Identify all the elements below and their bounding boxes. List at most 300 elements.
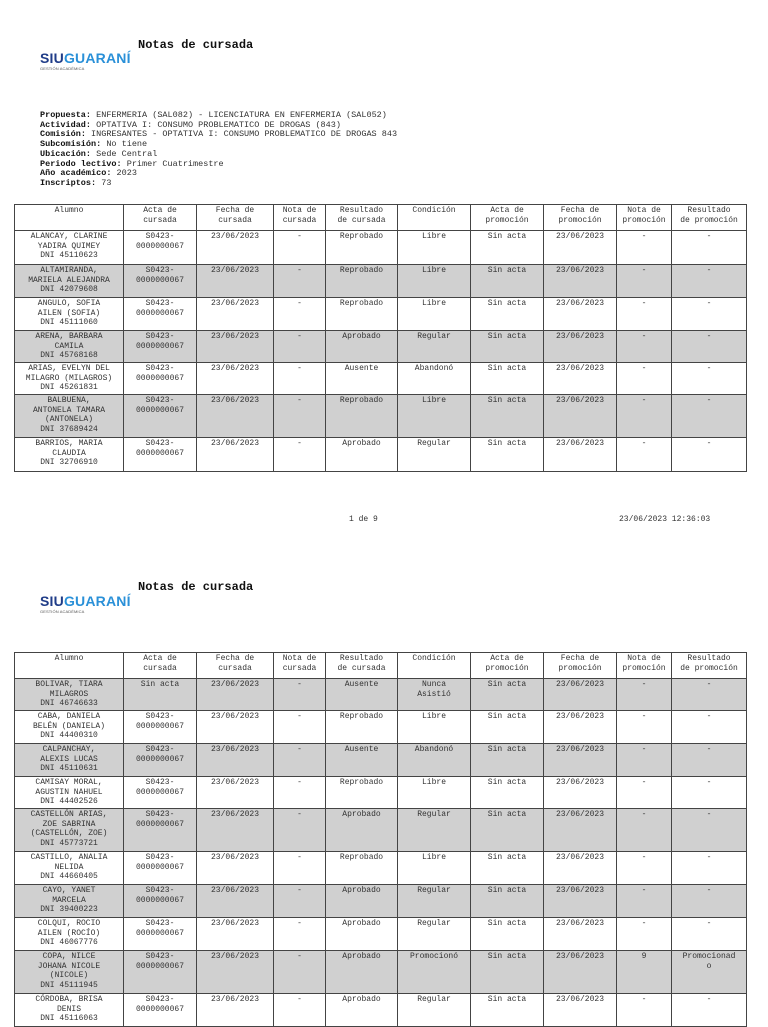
cell-line: MILAGROS: [49, 689, 89, 699]
cell-line: -: [706, 364, 712, 373]
cell-line: 0000000067: [135, 787, 184, 797]
cell-fecha-cursada: 23/06/2023: [197, 438, 274, 472]
cell-condicion: [398, 395, 471, 438]
cell-line: CAMILA: [54, 341, 84, 351]
cell-nota-promocion: -: [617, 809, 672, 852]
cell-acta-cursada: [124, 395, 197, 438]
cell-resultado-promocion: [672, 265, 747, 298]
cell-line: DNI 37689424: [40, 424, 98, 434]
logo-subtitle: GESTIÓN ACADÉMICA: [40, 66, 85, 71]
cell-line: DNI 45768168: [40, 351, 98, 361]
meta-label: Periodo lectivo: [40, 158, 117, 169]
cell-resultado-promocion: [672, 951, 747, 994]
meta-line: [40, 179, 397, 189]
cell-acta-cursada: [124, 852, 197, 885]
cell-line: S0423-: [145, 952, 175, 961]
cell-line: AILEN (SOFIA): [37, 308, 101, 318]
cell-condicion: [398, 809, 471, 852]
cell-line: ZOE SABRINA: [42, 819, 96, 829]
cell-acta-cursada: [124, 711, 197, 744]
cell-condicion: [398, 363, 471, 395]
cell-fecha-promocion: 23/06/2023: [544, 994, 617, 1027]
cell-acta-cursada: [124, 918, 197, 951]
cell-line: CLAUDIA: [52, 448, 86, 458]
cell-line: -: [706, 680, 712, 689]
cell-line: Libre: [421, 266, 446, 275]
cell-line: Libre: [421, 778, 446, 787]
cell-line: promoción: [485, 663, 529, 673]
cell-line: Regular: [417, 995, 451, 1004]
cell-condicion: [398, 852, 471, 885]
cell-line: promoción: [485, 215, 529, 225]
meta-separator: :: [96, 139, 107, 150]
cell-line: CASTELLÓN ARIAS,: [30, 810, 108, 819]
cell-condicion: [398, 331, 471, 363]
meta-label: Actividad: [40, 119, 86, 130]
meta-label: Ubicación: [40, 148, 86, 159]
cell-line: CAMISAY MORAL,: [35, 778, 103, 787]
cell-line: -: [706, 919, 712, 928]
cell-resultado-promocion: [672, 395, 747, 438]
cell-acta-cursada: [124, 231, 197, 265]
cell-alumno: [15, 744, 124, 777]
table-row: [15, 265, 747, 298]
cell-line: Alumno: [54, 654, 84, 663]
cell-fecha-cursada: 23/06/2023: [197, 265, 274, 298]
cell-line: -: [706, 439, 712, 448]
cell-fecha-cursada: 23/06/2023: [197, 951, 274, 994]
meta-label: Inscriptos: [40, 177, 92, 188]
cell-resultado-promocion: [672, 298, 747, 331]
cell-line: DNI 45111945: [40, 980, 98, 990]
column-header: [544, 653, 617, 679]
cell-acta-promocion: Sin acta: [471, 744, 544, 777]
cell-line: -: [706, 266, 712, 275]
cell-line: -: [706, 853, 712, 862]
cell-line: YADIRA QUIMEY: [37, 241, 101, 251]
meta-value: INGRESANTES - OPTATIVA I: CONSUMO PROBLEMATICO DE DROGAS 843: [91, 129, 398, 140]
cell-acta-promocion: Sin acta: [471, 918, 544, 951]
cell-nota-promocion: -: [617, 744, 672, 777]
cell-line: Acta de: [490, 206, 524, 215]
cell-line: (CASTELLÓN, ZOE): [30, 829, 108, 839]
cell-nota-promocion: -: [617, 265, 672, 298]
cell-line: DNI 45116063: [40, 1014, 98, 1024]
cell-line: -: [706, 299, 712, 308]
column-header: [197, 653, 274, 679]
cell-line: Nunca: [421, 680, 446, 689]
cell-fecha-promocion: 23/06/2023: [544, 809, 617, 852]
cell-resultado-promocion: [672, 852, 747, 885]
cell-line: DNI 39400223: [40, 905, 98, 915]
cell-line: CAYO, YANET: [42, 886, 96, 895]
cell-condicion: [398, 711, 471, 744]
cell-acta-cursada: [124, 994, 197, 1027]
cell-line: promoción: [622, 663, 666, 673]
table-row: [15, 744, 747, 777]
cell-line: cursada: [143, 215, 177, 225]
meta-label: Año académico: [40, 168, 107, 179]
cell-nota-promocion: -: [617, 777, 672, 809]
column-header: [398, 205, 471, 231]
cell-resultado-cursada: Ausente: [326, 363, 398, 395]
column-header: [398, 653, 471, 679]
cell-fecha-cursada: 23/06/2023: [197, 809, 274, 852]
cell-line: Libre: [421, 299, 446, 308]
cell-fecha-promocion: 23/06/2023: [544, 918, 617, 951]
cell-fecha-promocion: 23/06/2023: [544, 711, 617, 744]
cell-nota-cursada: -: [274, 438, 326, 472]
cell-line: BALBUENA,: [47, 396, 91, 405]
cell-line: 0000000067: [135, 373, 184, 383]
cell-resultado-promocion: [672, 438, 747, 472]
cell-line: -: [706, 745, 712, 754]
table-row: [15, 994, 747, 1027]
cell-line: Fecha de: [560, 206, 600, 215]
cell-condicion: [398, 679, 471, 711]
cell-line: cursada: [218, 215, 252, 225]
column-header: [124, 653, 197, 679]
cell-line: Abandonó: [414, 364, 454, 373]
meta-value: 2023: [116, 168, 137, 179]
cell-condicion: [398, 231, 471, 265]
cell-line: Nota de: [282, 206, 317, 215]
column-header: [274, 205, 326, 231]
cell-resultado-promocion: [672, 918, 747, 951]
cell-acta-cursada: [124, 809, 197, 852]
cell-nota-cursada: -: [274, 679, 326, 711]
cell-fecha-promocion: 23/06/2023: [544, 438, 617, 472]
cell-line: -: [706, 396, 712, 405]
meta-value: No tiene: [106, 139, 148, 150]
cell-acta-cursada: [124, 744, 197, 777]
cell-fecha-promocion: 23/06/2023: [544, 231, 617, 265]
cell-line: 0000000067: [135, 1004, 184, 1014]
cell-nota-promocion: -: [617, 438, 672, 472]
meta-separator: :: [116, 158, 127, 169]
table-header-row: [15, 205, 747, 231]
cell-resultado-cursada: Reprobado: [326, 852, 398, 885]
cell-line: Resultado: [339, 654, 384, 663]
column-header: [326, 205, 398, 231]
cell-fecha-promocion: 23/06/2023: [544, 363, 617, 395]
cell-resultado-cursada: Aprobado: [326, 331, 398, 363]
cell-line: CÓRDOBA, BRISA: [35, 995, 103, 1004]
cell-line: 0000000067: [135, 241, 184, 251]
cell-acta-cursada: [124, 331, 197, 363]
cell-line: S0423-: [145, 396, 175, 405]
cell-line: Regular: [417, 439, 451, 448]
cell-line: Condición: [412, 206, 456, 215]
cell-line: promoción: [622, 215, 666, 225]
cell-line: 0000000067: [135, 275, 184, 285]
cell-condicion: [398, 885, 471, 918]
cell-line: 0000000067: [135, 341, 184, 351]
cell-fecha-cursada: 23/06/2023: [197, 918, 274, 951]
cell-line: -: [706, 232, 712, 241]
cell-line: 0000000067: [135, 862, 184, 872]
cell-nota-promocion: -: [617, 711, 672, 744]
cell-resultado-cursada: Reprobado: [326, 711, 398, 744]
cell-fecha-promocion: 23/06/2023: [544, 679, 617, 711]
cell-line: S0423-: [145, 886, 175, 895]
cell-nota-cursada: -: [274, 711, 326, 744]
cell-fecha-cursada: 23/06/2023: [197, 852, 274, 885]
cell-acta-promocion: Sin acta: [471, 331, 544, 363]
cell-alumno: [15, 852, 124, 885]
cell-line: ALEXIS LUCAS: [40, 754, 98, 764]
cell-line: Resultado: [687, 206, 731, 215]
logo-guarani-text: GUARANÍ: [63, 593, 131, 609]
meta-separator: :: [85, 119, 97, 130]
meta-label: Propuesta: [40, 110, 86, 120]
cell-line: S0423-: [145, 778, 175, 787]
cell-nota-cursada: -: [274, 265, 326, 298]
cell-resultado-promocion: [672, 231, 747, 265]
cell-line: NELIDA: [54, 862, 84, 872]
meta-value: Primer Cuatrimestre: [126, 158, 224, 169]
column-header: [471, 653, 544, 679]
cell-fecha-cursada: 23/06/2023: [197, 744, 274, 777]
column-header: [124, 205, 197, 231]
cell-nota-cursada: -: [274, 777, 326, 809]
cell-resultado-promocion: [672, 711, 747, 744]
cell-line: Acta de: [143, 206, 177, 215]
cell-line: Nota de: [282, 654, 317, 663]
cell-line: Libre: [421, 396, 446, 405]
cell-resultado-cursada: Aprobado: [326, 809, 398, 852]
cell-acta-cursada: [124, 438, 197, 472]
cell-fecha-promocion: 23/06/2023: [544, 885, 617, 918]
cell-acta-promocion: Sin acta: [471, 231, 544, 265]
cell-acta-promocion: Sin acta: [471, 265, 544, 298]
logo-guarani-text: GUARANÍ: [63, 50, 131, 66]
siu-guarani-logo: [40, 594, 132, 615]
cell-nota-promocion: -: [617, 231, 672, 265]
cell-resultado-cursada: Reprobado: [326, 298, 398, 331]
cell-line: COPA, NILCE: [42, 952, 96, 961]
cell-line: CALPANCHAY,: [42, 745, 96, 754]
cell-line: (ANTONELA): [44, 415, 93, 425]
cell-line: 0000000067: [135, 308, 184, 318]
column-header: [15, 653, 124, 679]
cell-line: Regular: [417, 810, 451, 819]
cell-line: (NICOLE): [49, 971, 89, 981]
cell-alumno: [15, 363, 124, 395]
cell-line: S0423-: [145, 332, 175, 341]
table-row: [15, 852, 747, 885]
cell-acta-cursada: [124, 679, 197, 711]
cell-line: Alumno: [54, 206, 84, 215]
cell-line: de promoción: [680, 663, 738, 673]
cell-line: de cursada: [337, 663, 386, 673]
cell-nota-cursada: -: [274, 231, 326, 265]
cell-line: DNI 44400310: [40, 731, 98, 741]
cell-line: AGUSTIN NAHUEL: [35, 787, 103, 797]
cell-condicion: [398, 994, 471, 1027]
cell-nota-cursada: -: [274, 298, 326, 331]
cell-line: CABA, DANIELA: [37, 712, 101, 721]
cell-alumno: [15, 918, 124, 951]
cell-condicion: [398, 918, 471, 951]
cell-line: ARIAS, EVELYN DEL: [28, 364, 110, 373]
cell-line: Promocionad: [682, 952, 736, 961]
cell-line: S0423-: [145, 232, 175, 241]
cell-nota-promocion: -: [617, 852, 672, 885]
cell-line: DNI 44660405: [40, 872, 98, 882]
cell-line: Sin acta: [140, 680, 180, 689]
meta-separator: :: [91, 177, 102, 188]
cell-nota-promocion: -: [617, 298, 672, 331]
cell-line: -: [706, 712, 712, 721]
cell-alumno: [15, 331, 124, 363]
cell-fecha-promocion: 23/06/2023: [544, 744, 617, 777]
cell-alumno: [15, 951, 124, 994]
cell-acta-promocion: Sin acta: [471, 809, 544, 852]
table-row: [15, 711, 747, 744]
cell-line: 0000000067: [135, 819, 184, 829]
column-header: [15, 205, 124, 231]
cell-alumno: [15, 994, 124, 1027]
cell-alumno: [15, 438, 124, 472]
page-title: Notas de cursada: [138, 38, 254, 52]
table-row: [15, 918, 747, 951]
cell-line: Libre: [421, 712, 446, 721]
cell-line: DNI 42079608: [40, 285, 98, 295]
grades-table: [14, 204, 747, 472]
cell-fecha-cursada: 23/06/2023: [197, 231, 274, 265]
cell-line: DNI 46067776: [40, 938, 98, 948]
cell-line: 0000000067: [135, 961, 184, 971]
cell-fecha-promocion: 23/06/2023: [544, 777, 617, 809]
cell-line: -: [706, 810, 712, 819]
cell-fecha-promocion: 23/06/2023: [544, 951, 617, 994]
cell-resultado-cursada: Ausente: [326, 679, 398, 711]
cell-acta-promocion: Sin acta: [471, 438, 544, 472]
cell-resultado-cursada: Aprobado: [326, 994, 398, 1027]
cell-line: promoción: [558, 663, 602, 673]
meta-label: Subcomisión: [40, 139, 97, 150]
cell-line: S0423-: [145, 810, 175, 819]
cell-fecha-cursada: 23/06/2023: [197, 331, 274, 363]
cell-line: 0000000067: [135, 754, 184, 764]
cell-line: DNI 46746633: [40, 699, 98, 709]
cell-line: de cursada: [337, 215, 386, 225]
cell-resultado-cursada: Reprobado: [326, 265, 398, 298]
cell-acta-promocion: Sin acta: [471, 852, 544, 885]
cell-fecha-promocion: 23/06/2023: [544, 331, 617, 363]
cell-line: cursada: [282, 663, 317, 673]
cell-fecha-cursada: 23/06/2023: [197, 395, 274, 438]
cell-acta-cursada: [124, 777, 197, 809]
cell-line: DNI 32706910: [40, 458, 98, 468]
table-header-row: [15, 653, 747, 679]
cell-condicion: [398, 951, 471, 994]
cell-line: ALANCAY, CLARINE: [30, 232, 108, 241]
cell-line: S0423-: [145, 266, 175, 275]
cell-acta-cursada: [124, 951, 197, 994]
course-metadata: [40, 111, 397, 189]
cell-alumno: [15, 809, 124, 852]
table-row: [15, 298, 747, 331]
cell-line: 0000000067: [135, 448, 184, 458]
cell-line: Nota de: [627, 206, 661, 215]
meta-value: ENFERMERIA (SAL082) - LICENCIATURA EN ENFERMERIA (SAL052): [96, 110, 387, 120]
cell-nota-promocion: -: [617, 918, 672, 951]
cell-line: ANTONELA TAMARA: [32, 405, 105, 415]
cell-resultado-cursada: Reprobado: [326, 395, 398, 438]
column-header: [197, 205, 274, 231]
cell-resultado-promocion: [672, 331, 747, 363]
meta-separator: :: [85, 148, 97, 159]
cell-fecha-cursada: 23/06/2023: [197, 679, 274, 711]
cell-acta-promocion: Sin acta: [471, 885, 544, 918]
cell-fecha-cursada: 23/06/2023: [197, 363, 274, 395]
cell-nota-cursada: -: [274, 918, 326, 951]
cell-line: S0423-: [145, 919, 175, 928]
table-row: [15, 363, 747, 395]
cell-fecha-promocion: 23/06/2023: [544, 298, 617, 331]
cell-condicion: [398, 777, 471, 809]
column-header: [672, 205, 747, 231]
cell-line: CASTILLO, ANALIA: [30, 853, 108, 862]
cell-resultado-cursada: Ausente: [326, 744, 398, 777]
cell-line: S0423-: [145, 995, 175, 1004]
cell-line: ANGULO, SOFIA: [37, 299, 101, 308]
cell-line: JOHANA NICOLE: [37, 961, 101, 971]
table-row: [15, 809, 747, 852]
table-row: [15, 231, 747, 265]
cell-resultado-cursada: Reprobado: [326, 231, 398, 265]
cell-nota-cursada: -: [274, 994, 326, 1027]
cell-line: -: [706, 778, 712, 787]
column-header: [617, 653, 672, 679]
cell-acta-cursada: [124, 298, 197, 331]
cell-alumno: [15, 298, 124, 331]
cell-line: S0423-: [145, 364, 175, 373]
cell-nota-cursada: -: [274, 951, 326, 994]
meta-value: 73: [101, 177, 112, 188]
table-row: [15, 885, 747, 918]
cell-line: Regular: [417, 886, 451, 895]
cell-nota-cursada: -: [274, 852, 326, 885]
cell-line: Nota de: [627, 654, 661, 663]
meta-value: OPTATIVA I: CONSUMO PROBLEMATICO DE DROGAS (843): [96, 119, 341, 130]
logo-subtitle: GESTIÓN ACADÉMICA: [40, 609, 85, 614]
cell-line: Resultado: [339, 206, 384, 215]
cell-fecha-cursada: 23/06/2023: [197, 298, 274, 331]
cell-condicion: [398, 298, 471, 331]
cell-line: cursada: [143, 663, 177, 673]
cell-nota-promocion: 9: [617, 951, 672, 994]
cell-line: Asistió: [417, 689, 451, 699]
cell-resultado-promocion: [672, 679, 747, 711]
cell-line: Libre: [421, 232, 446, 241]
cell-resultado-promocion: [672, 744, 747, 777]
table-row: [15, 331, 747, 363]
cell-nota-promocion: -: [617, 363, 672, 395]
cell-line: S0423-: [145, 299, 175, 308]
cell-line: 0000000067: [135, 405, 184, 415]
column-header: [274, 653, 326, 679]
cell-resultado-promocion: [672, 777, 747, 809]
cell-condicion: [398, 744, 471, 777]
cell-alumno: [15, 265, 124, 298]
cell-nota-cursada: -: [274, 331, 326, 363]
cell-line: AILEN (ROCÍO): [37, 928, 101, 938]
cell-line: S0423-: [145, 439, 175, 448]
column-header: [326, 653, 398, 679]
